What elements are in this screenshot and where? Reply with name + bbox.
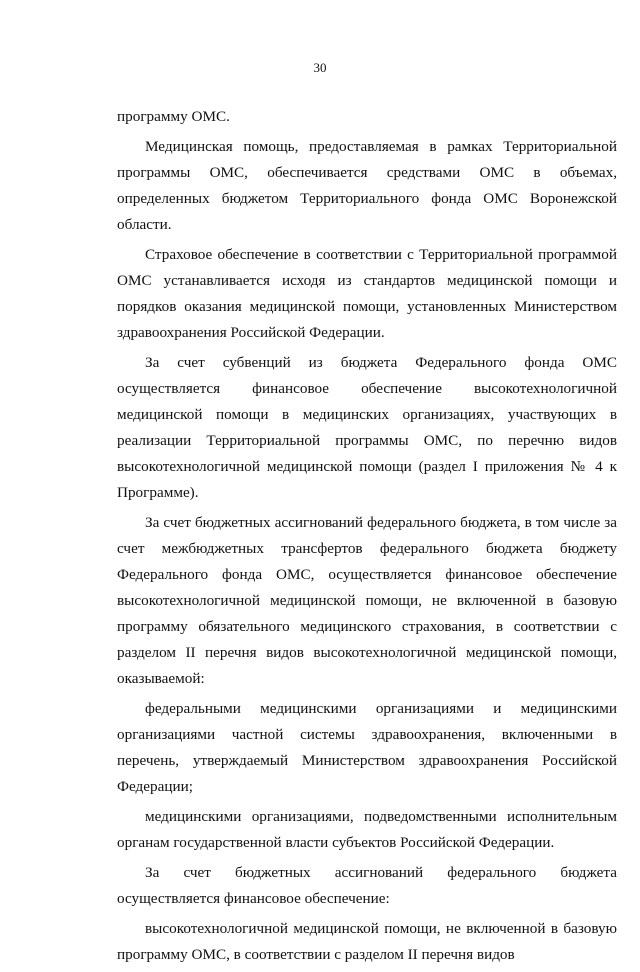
paragraph-7: медицинскими организациями, подведомственными исполнительным органам государственной власти субъектов Российской Федерации. <box>117 808 617 851</box>
paragraph-9: высокотехнологичной медицинской помощи, не включенной в базовую программу ОМС, в соответствии с разделом II перечня видов <box>117 920 617 963</box>
paragraph-6: федеральными медицинскими организациями и медицинскими организациями частной системы здравоохранения, включенными в перечень, утверждаемый Министерством здравоохранения Российской Федерации; <box>117 700 617 795</box>
paragraph-8: За счет бюджетных ассигнований федерального бюджета осуществляется финансовое обеспечение: <box>117 864 617 907</box>
paragraph-2: Медицинская помощь, предоставляемая в рамках Территориальной программы ОМС, обеспечивается средствами ОМС в объемах, определенных бюджетом Территориального фонда ОМС Воронежской области. <box>117 138 617 233</box>
document-body <box>117 104 617 972</box>
paragraph-3: Страховое обеспечение в соответствии с Территориальной программой ОМС устанавливается исходя из стандартов медицинской помощи и порядков оказания медицинской помощи, установленных Министерством здравоохранения Российской Федерации. <box>117 246 617 341</box>
paragraph-4: За счет субвенций из бюджета Федерального фонда ОМС осуществляется финансовое обеспечение высокотехнологичной медицинской помощи в медицинских организациях, участвующих в реализации Территориальной программы ОМС, по перечню видов высокотехнологичной медицинской помощи (раздел I приложения № 4 к Программе). <box>117 354 617 501</box>
paragraph-1: программу ОМС. <box>117 108 230 125</box>
page-number: 30 <box>313 60 327 75</box>
paragraph-5: За счет бюджетных ассигнований федерального бюджета, в том числе за счет межбюджетных трансфертов федерального бюджета бюджету Федерального фонда ОМС, осуществляется финансовое обеспечение высокотехнологичной медицинской помощи, не включенной в базовую программу обязательного медицинского страхования, в соответствии с разделом II перечня видов высокотехнологичной медицинской помощи, оказываемой: <box>117 514 617 687</box>
